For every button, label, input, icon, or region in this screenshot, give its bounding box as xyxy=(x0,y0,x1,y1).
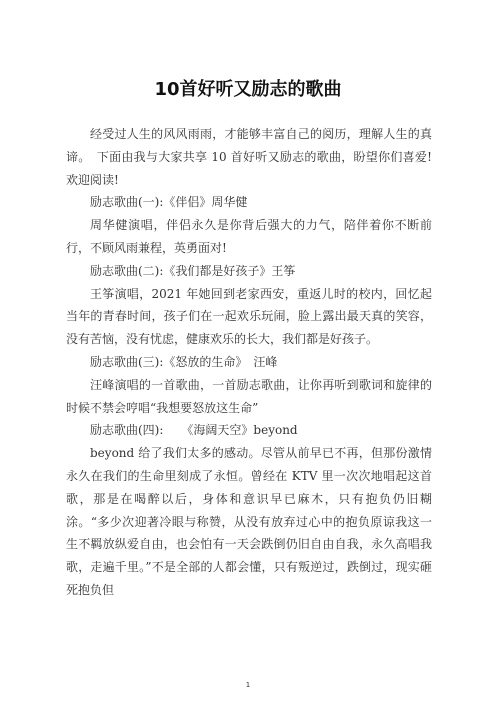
song-heading-1: 励志歌曲(一):《伴侣》周华健 xyxy=(90,195,248,210)
intro-paragraph: 经受过人生的风风雨雨，才能够丰富自己的阅历，理解人生的真谛。 下面由我与大家共享 10 首好听又励志的歌曲，盼望你们喜爱!欢迎阅读! xyxy=(66,127,432,187)
song-description-2: 王筝演唱，2021 年她回到老家西安，重返儿时的校内，回忆起当年的青春时间，孩子们在一起欢乐玩闹，脸上露出最天真的笑容，没有苦恼，没有忧虑，健康欢乐的长大，我们都是好孩子。 xyxy=(66,286,432,347)
document-body xyxy=(66,123,432,602)
song-description-3: 汪峰演唱的一首歌曲，一首励志歌曲，让你再听到歌词和旋律的时候不禁会哼唱“我想要怒放这生命” xyxy=(66,377,432,415)
document-title: 10首好听又励志的歌曲 xyxy=(154,79,342,100)
song-heading-4: 励志歌曲(四): 《海阔天空》beyond xyxy=(90,423,298,438)
song-description-1: 周华健演唱，伴侣永久是你背后强大的力气，陪伴着你不断前行，不顾风雨兼程，英勇面对! xyxy=(66,218,432,255)
song-heading-3: 励志歌曲(三):《怒放的生命》 汪峰 xyxy=(90,354,278,369)
song-heading-2: 励志歌曲(二):《我们都是好孩子》王筝 xyxy=(90,263,296,278)
page-number: 1 xyxy=(245,681,251,689)
song-description-4: beyond 给了我们太多的感动。尽管从前早已不再，但那份激情永久在我们的生命里刻成了永恒。曾经在 KTV 里一次次地唱起这首歌，那是在喝醉以后，身体和意识早已麻木，只有抱负仍旧糊涂。“多少次迎著冷眼与称赞，从没有放弃过心中的抱负原谅我这一生不羁放纵爱自由，也会怕有一天会跌倒仍旧自由自我，永久高唱我歌，走遍千里。”不是全部的人都会懂，只有叛逆过，跌倒过，现实砸死抱负但 xyxy=(66,446,432,597)
